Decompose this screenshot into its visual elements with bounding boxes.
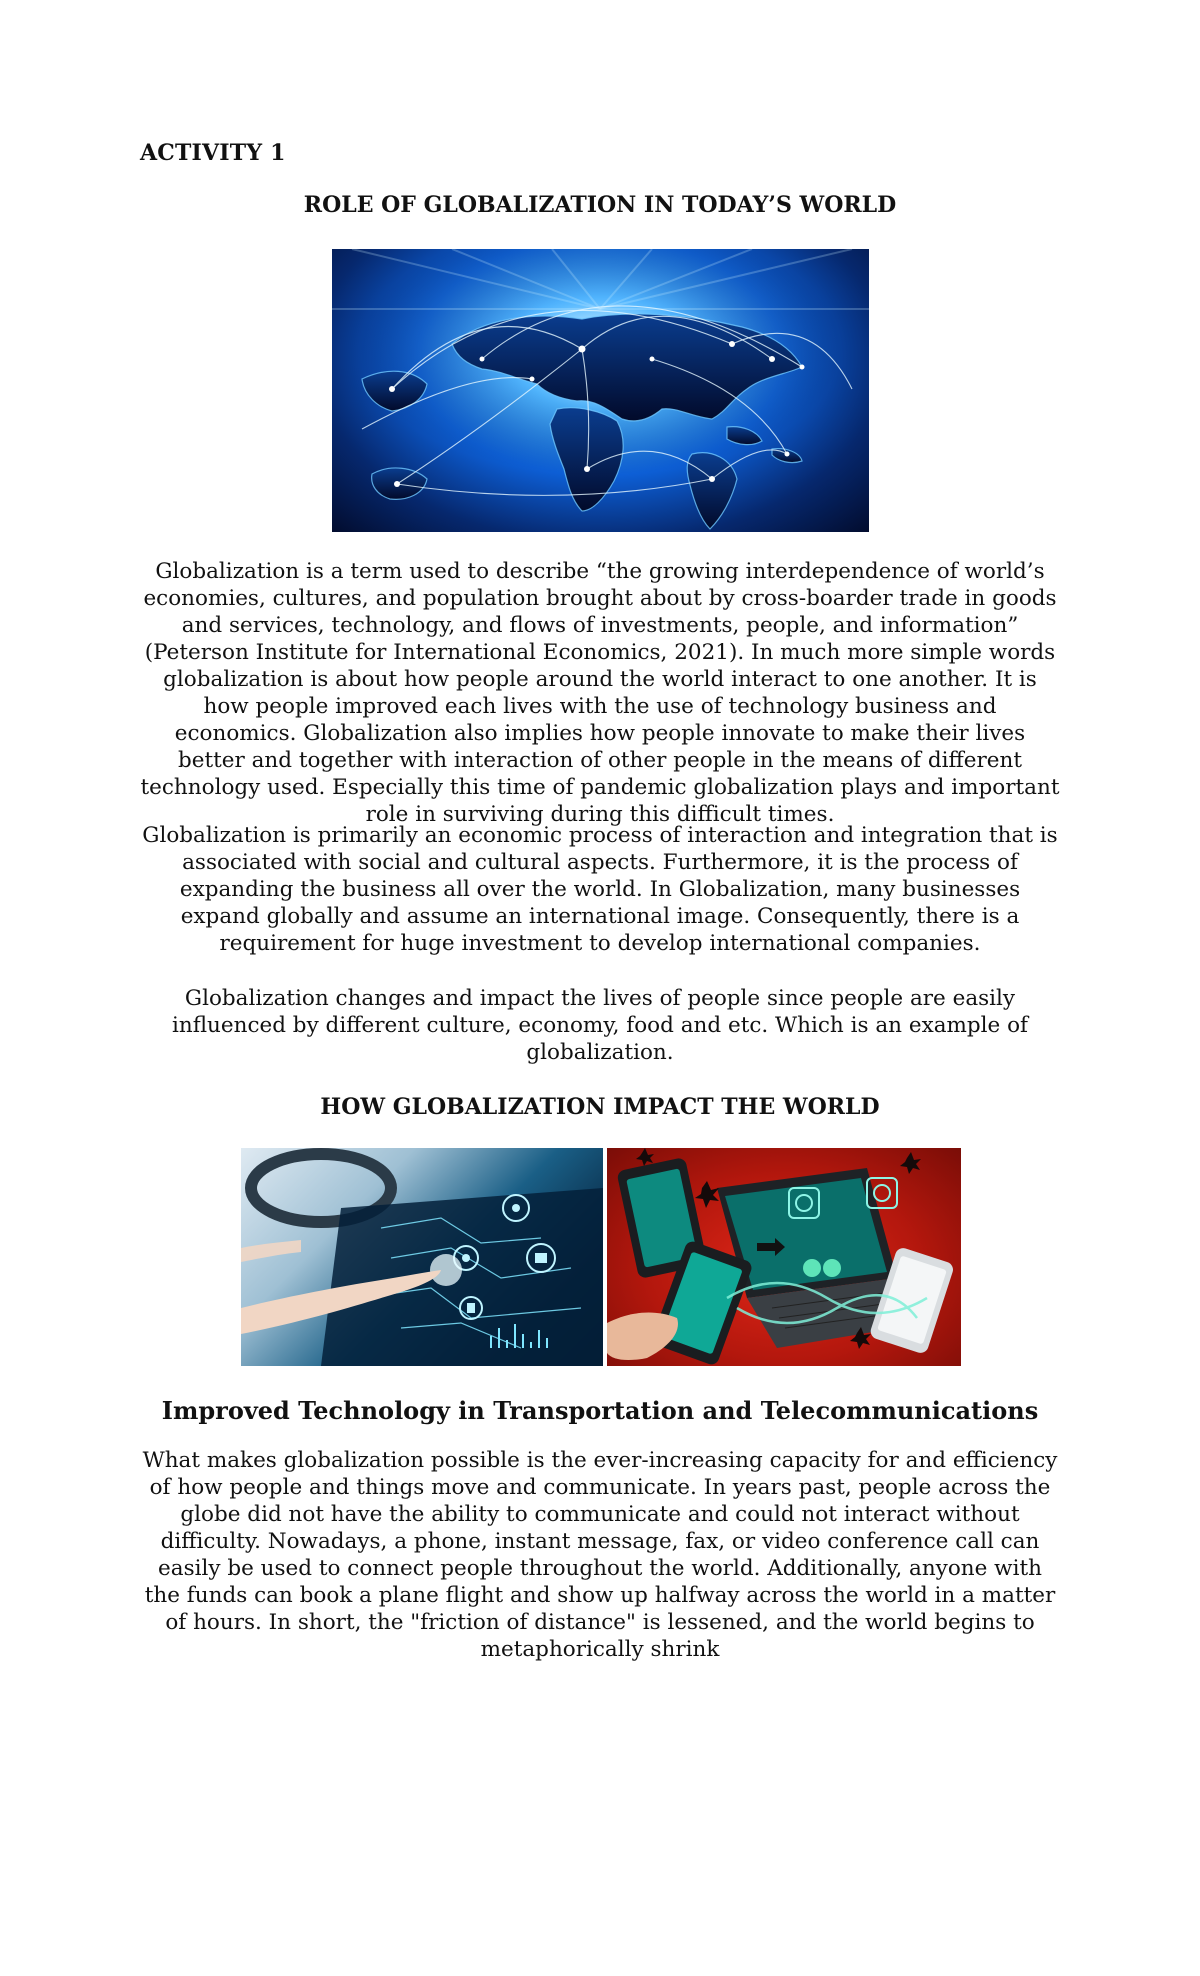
world-network-image <box>332 249 869 532</box>
subtitle-improved-technology: Improved Technology in Transportation and Telecommunications <box>161 1396 1039 1425</box>
section-title-how-globalization-impact: HOW GLOBALIZATION IMPACT THE WORLD <box>320 1094 880 1120</box>
activity-label: ACTIVITY 1 <box>140 140 286 166</box>
paragraph-definition: Globalization is a term used to describe “the growing interdependence of world’s economies, cultures, and population brought about by cross-boarder trade in goods and services, technology, and flows of investments, people, and information” (Peterson Institute for International Economics, 2021). In much more simple words globalization is about how people around the world interact to one another. It is how people improved each lives with the use of technology business and economics. Globalization also implies how people innovate to make their lives better and together with interaction of other people in the means of different technology used. Especially this time of pandemic globalization plays and important role in surviving during this difficult times. <box>140 559 1060 827</box>
section-title-role-of-globalization: ROLE OF GLOBALIZATION IN TODAY’S WORLD <box>303 192 897 218</box>
connected-devices-image <box>607 1148 961 1366</box>
paragraph-improved-technology: What makes globalization possible is the ever-increasing capacity for and efficiency of how people and things move and communicate. In years past, people across the globe did not have the ability to communicate and could not interact without difficulty. Nowadays, a phone, instant message, fax, or video conference call can easily be used to connect people throughout the world. Additionally, anyone with the funds can book a plane flight and show up halfway across the world in a matter of hours. In short, the "friction of distance" is lessened, and the world begins to metaphorically shrink <box>142 1448 1058 1662</box>
car-dashboard-interface-image <box>241 1148 603 1366</box>
paragraph-economic-process: Globalization is primarily an economic process of interaction and integration that is associated with social and cultural aspects. Furthermore, it is the process of expanding the business all over the world. In Globalization, many businesses expand globally and assume an international image. Consequently, there is a requirement for huge investment to develop international companies. <box>142 823 1058 956</box>
paragraph-impact-lives: Globalization changes and impact the lives of people since people are easily influenced by different culture, economy, food and etc. Which is an example of globalization. <box>171 986 1029 1065</box>
